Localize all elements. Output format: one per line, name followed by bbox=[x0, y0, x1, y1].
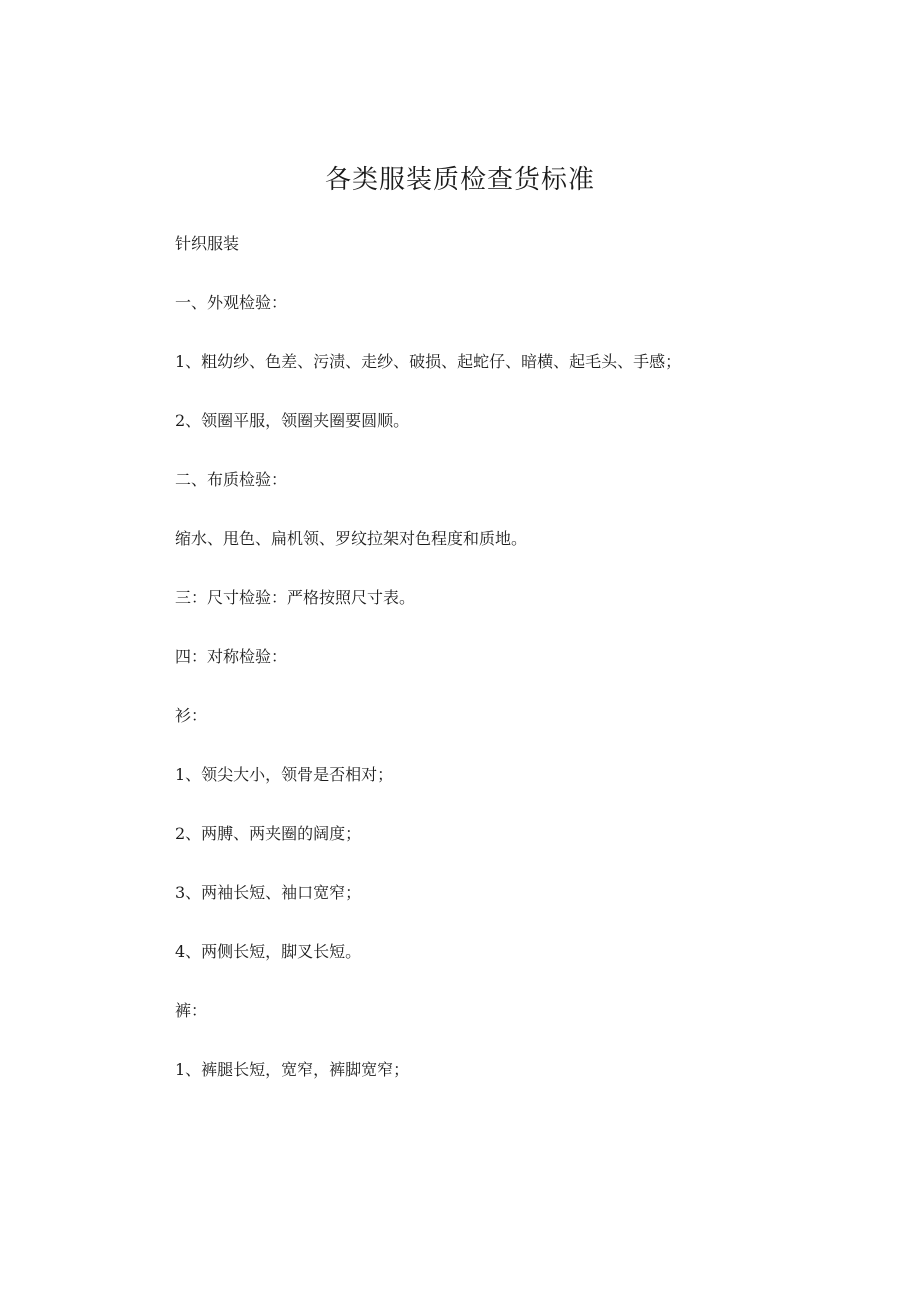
list-item: 1、裤腿长短，宽窄，裤脚宽窄； bbox=[175, 1060, 410, 1079]
list-item: 2、领圈平服，领圈夹圈要圆顺。 bbox=[175, 411, 410, 430]
list-item: 1、粗幼纱、色差、污渍、走纱、破损、起蛇仔、暗横、起毛头、手感； bbox=[175, 352, 682, 371]
section-heading: 三：尺寸检验：严格按照尺寸表。 bbox=[175, 588, 416, 607]
list-item: 1、领尖大小，领骨是否相对； bbox=[175, 765, 394, 784]
document-body bbox=[175, 230, 855, 1115]
section-heading: 四：对称检验： bbox=[175, 647, 288, 666]
paragraph: 缩水、甩色、扁机领、罗纹拉架对色程度和质地。 bbox=[175, 529, 528, 548]
section-heading: 一、外观检验： bbox=[175, 293, 288, 312]
document-title: 各类服装质检查货标准 bbox=[324, 165, 595, 195]
list-item: 3、两袖长短、袖口宽窄； bbox=[175, 883, 362, 902]
list-item: 2、两膊、两夹圈的阔度； bbox=[175, 824, 362, 843]
subsection-heading: 裤： bbox=[175, 1001, 208, 1020]
section-heading: 二、布质检验： bbox=[175, 470, 288, 489]
section-heading: 针织服装 bbox=[175, 234, 240, 253]
list-item: 4、两侧长短，脚叉长短。 bbox=[175, 942, 362, 961]
subsection-heading: 衫： bbox=[175, 706, 208, 725]
